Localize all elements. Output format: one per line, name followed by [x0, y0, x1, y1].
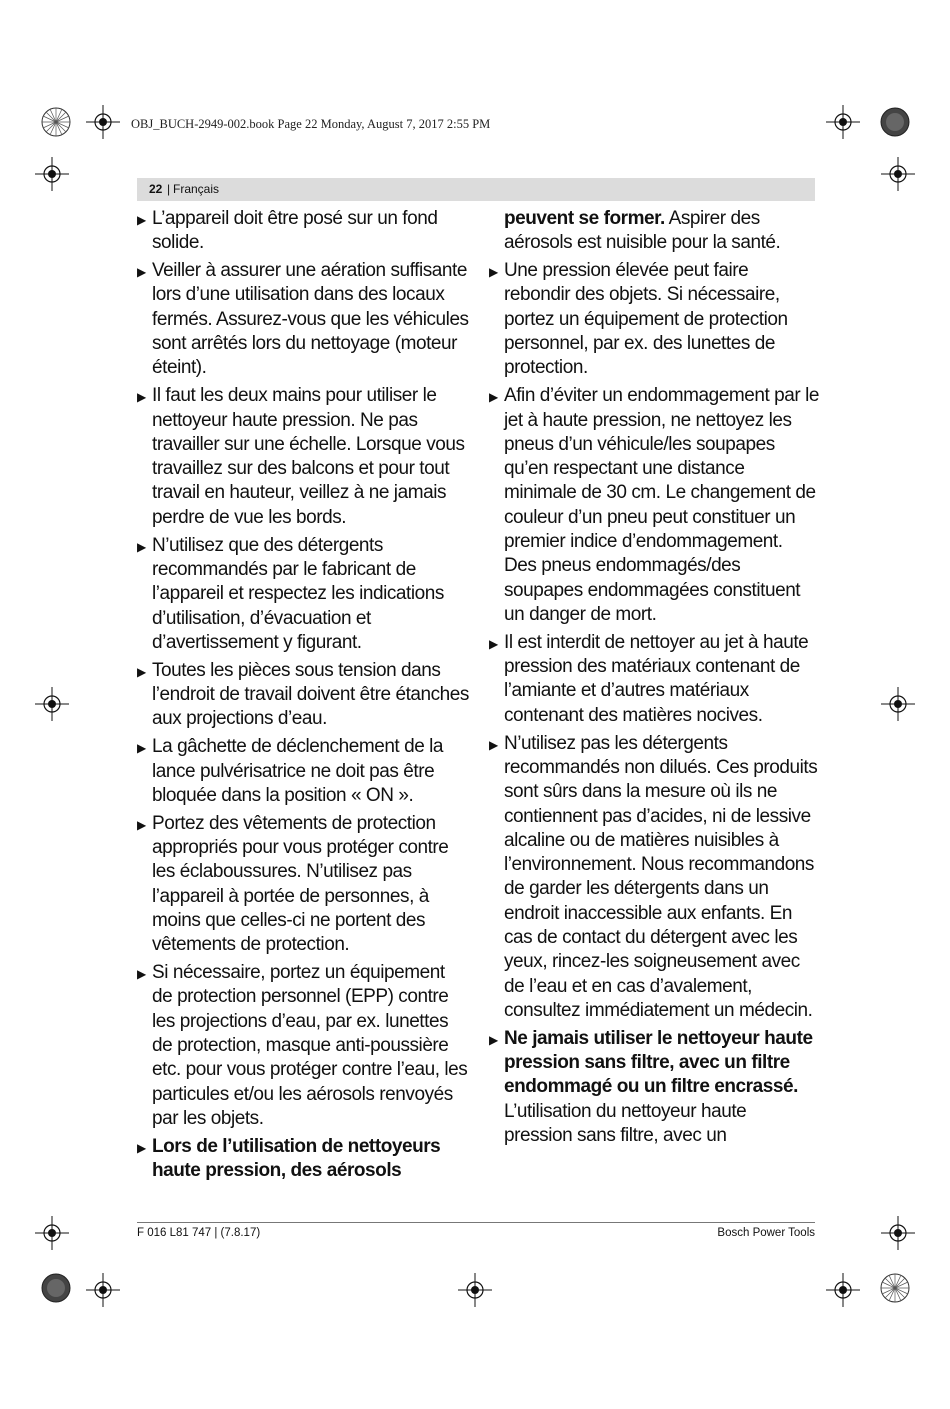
bullet-arrow-icon: ▶ — [137, 539, 146, 554]
footer-brand: Bosch Power Tools — [717, 1227, 815, 1239]
bullet-text — [152, 534, 469, 655]
crosshair-mark-top-right — [826, 105, 860, 139]
bullet-body-text: N’utilisez pas les détergents recommandés non dilués. Ces produits sont sûrs dans la mesure où ils ne contiennent pas d’acides, ni de lessive alcaline ou de matières nuisibles à l’environnement. Nous recommandons de garder les détergents dans un endroit inaccessible aux enfants. En cas de contact du détergent avec les yeux, rincez-les soigneusement avec de l’eau et en cas d’avalement, consultez immédiatement un médecin. — [504, 732, 818, 1021]
crosshair-mark-left-upper — [35, 157, 69, 191]
crosshair-mark-left-middle — [35, 687, 69, 721]
bullet-bold-text: Ne jamais utiliser le nettoyeur haute pression sans filtre, avec un filtre endommagé ou un filtre encrassé. — [504, 1027, 813, 1098]
bullet-arrow-icon: ▶ — [489, 390, 498, 405]
bullet-bold-text: Lors de l’utilisation de nettoyeurs haute pression, des aérosols — [152, 1135, 441, 1182]
bullet-item — [489, 631, 819, 728]
bullet-text — [152, 659, 469, 732]
bullet-item — [137, 207, 469, 256]
bullet-item — [137, 659, 469, 732]
bullet-text — [152, 384, 469, 530]
bullet-arrow-icon: ▶ — [489, 265, 498, 280]
bullet-text — [152, 259, 469, 380]
crosshair-mark-left-lower — [35, 1216, 69, 1250]
bullet-body-text: Portez des vêtements de protection appropriés pour vous protéger contre les éclaboussures. N’utilisez pas l’appareil à portée de personnes, à moins que celles-ci ne portent des vêtements de protection. — [152, 812, 449, 956]
bullet-body-text: La gâchette de déclenchement de la lance pulvérisatrice ne doit pas être bloquée dans la position « ON ». — [152, 736, 444, 806]
bullet-body-text: Veiller à assurer une aération suffisante lors d’une utilisation dans des locaux fermés. Assurez-vous que les véhicules sont arrêtés lors du nettoyage (moteur éteint). — [152, 260, 469, 379]
print-slug: OBJ_BUCH-2949-002.book Page 22 Monday, August 7, 2017 2:55 PM — [131, 117, 491, 131]
bullet-body-text: Une pression élevée peut faire rebondir des objets. Si nécessaire, portez un équipement de protection personnel, par ex. des lunettes de protection. — [504, 260, 788, 379]
bullet-text — [504, 732, 819, 1024]
bullet-text — [504, 631, 819, 728]
header-separator: | — [167, 182, 171, 196]
bullet-text — [504, 1027, 819, 1148]
bullet-arrow-icon: ▶ — [137, 390, 146, 405]
bullet-text — [504, 384, 819, 627]
bullet-text — [152, 961, 469, 1131]
bullet-body-text: L’utilisation du nettoyeur haute pression sans filtre, avec un — [504, 1100, 747, 1146]
bullet-body-text: Afin d’éviter un endommagement par le jet à haute pression, ne nettoyez les pneus d’un véhicule/les soupapes qu’en respectant une distance minimale de 30 cm. Le changement de couleur d’un pneu peut constituer un premier indice d’endommagement. Des pneus endommagés/des soupapes endommagées constituent un danger de mort. — [504, 385, 819, 625]
registration-mark-bottom-left — [40, 1272, 72, 1304]
bullet-item — [489, 384, 819, 627]
right-column — [489, 207, 819, 1152]
crosshair-mark-bottom-center — [458, 1273, 492, 1307]
registration-mark-bottom-right — [879, 1272, 911, 1304]
bullet-arrow-icon: ▶ — [137, 213, 146, 227]
crosshair-mark-right-lower — [881, 1216, 915, 1250]
registration-mark-top-right — [879, 106, 911, 138]
bullet-text — [152, 735, 469, 808]
bullet-item — [137, 259, 469, 380]
left-column — [137, 207, 469, 1187]
crosshair-mark-top-left — [86, 105, 120, 139]
footer-doc-code: F 016 L81 747 | (7.8.17) — [137, 1227, 261, 1239]
bullet-item — [489, 1027, 819, 1148]
bullet-text — [504, 259, 819, 380]
bullet-text — [152, 1135, 469, 1184]
bullet-arrow-icon: ▶ — [137, 1140, 146, 1155]
bullet-arrow-icon: ▶ — [137, 265, 146, 280]
bullet-arrow-icon: ▶ — [489, 737, 498, 752]
bullet-item — [137, 534, 469, 655]
bullet-body-text: Il est interdit de nettoyer au jet à haute pression des matériaux contenant de l’amiante et d’autres matériaux contenant des matières nocives. — [504, 631, 809, 726]
bullet-body-text: Si nécessaire, portez un équipement de protection personnel (EPP) contre les projections d’eau, par ex. lunettes de protection, masque anti-poussière etc. pour vous protéger contre l’eau, les particules et/ou les aérosols renvoyés par les objets. — [152, 962, 468, 1129]
footer-rule — [137, 1222, 815, 1223]
bullet-arrow-icon: ▶ — [489, 1032, 498, 1047]
continuation-bold: peuvent se former. — [504, 208, 665, 229]
bullet-arrow-icon: ▶ — [137, 967, 146, 982]
crosshair-mark-right-upper — [881, 157, 915, 191]
page-header-bar — [137, 178, 815, 201]
crosshair-mark-bottom-left — [86, 1273, 120, 1307]
bullet-arrow-icon: ▶ — [137, 741, 146, 756]
bullet-item — [489, 259, 819, 380]
section-language: Français — [173, 182, 220, 196]
bullet-text — [152, 207, 469, 256]
bullet-arrow-icon: ▶ — [137, 664, 146, 679]
bullet-item — [137, 961, 469, 1131]
bullet-item — [137, 384, 469, 530]
crosshair-mark-bottom-right — [826, 1273, 860, 1307]
bullet-text — [152, 812, 469, 958]
bullet-item — [489, 732, 819, 1024]
bullet-item — [137, 735, 469, 808]
bullet-body-text: Il faut les deux mains pour utiliser le nettoyeur haute pression. Ne pas travailler sur une échelle. Lorsque vous travaillez sur des balcons et pour tout travail en hauteur, veillez à ne jamais perdre de vue les bords. — [152, 385, 465, 528]
bullet-arrow-icon: ▶ — [137, 817, 146, 832]
continuation-text: Aspirer des aérosols est nuisible pour la santé. — [504, 208, 781, 254]
bullet-body-text: Toutes les pièces sous tension dans l’endroit de travail doivent être étanches aux projections d’eau. — [152, 659, 469, 730]
bullet-arrow-icon: ▶ — [489, 636, 498, 651]
crosshair-mark-right-middle — [881, 687, 915, 721]
bullet-body-text: N’utilisez que des détergents recommandés par le fabricant de l’appareil et respectez les indications d’utilisation, d’évacuation et d’avertissement y figurant. — [152, 534, 444, 653]
bullet-item — [137, 1135, 469, 1184]
registration-mark-top-left — [40, 106, 72, 138]
continuation-paragraph — [489, 207, 819, 256]
bullet-body-text: L’appareil doit être posé sur un fond solide. — [152, 208, 438, 254]
bullet-item — [137, 812, 469, 958]
page-number: 22 — [149, 182, 163, 196]
